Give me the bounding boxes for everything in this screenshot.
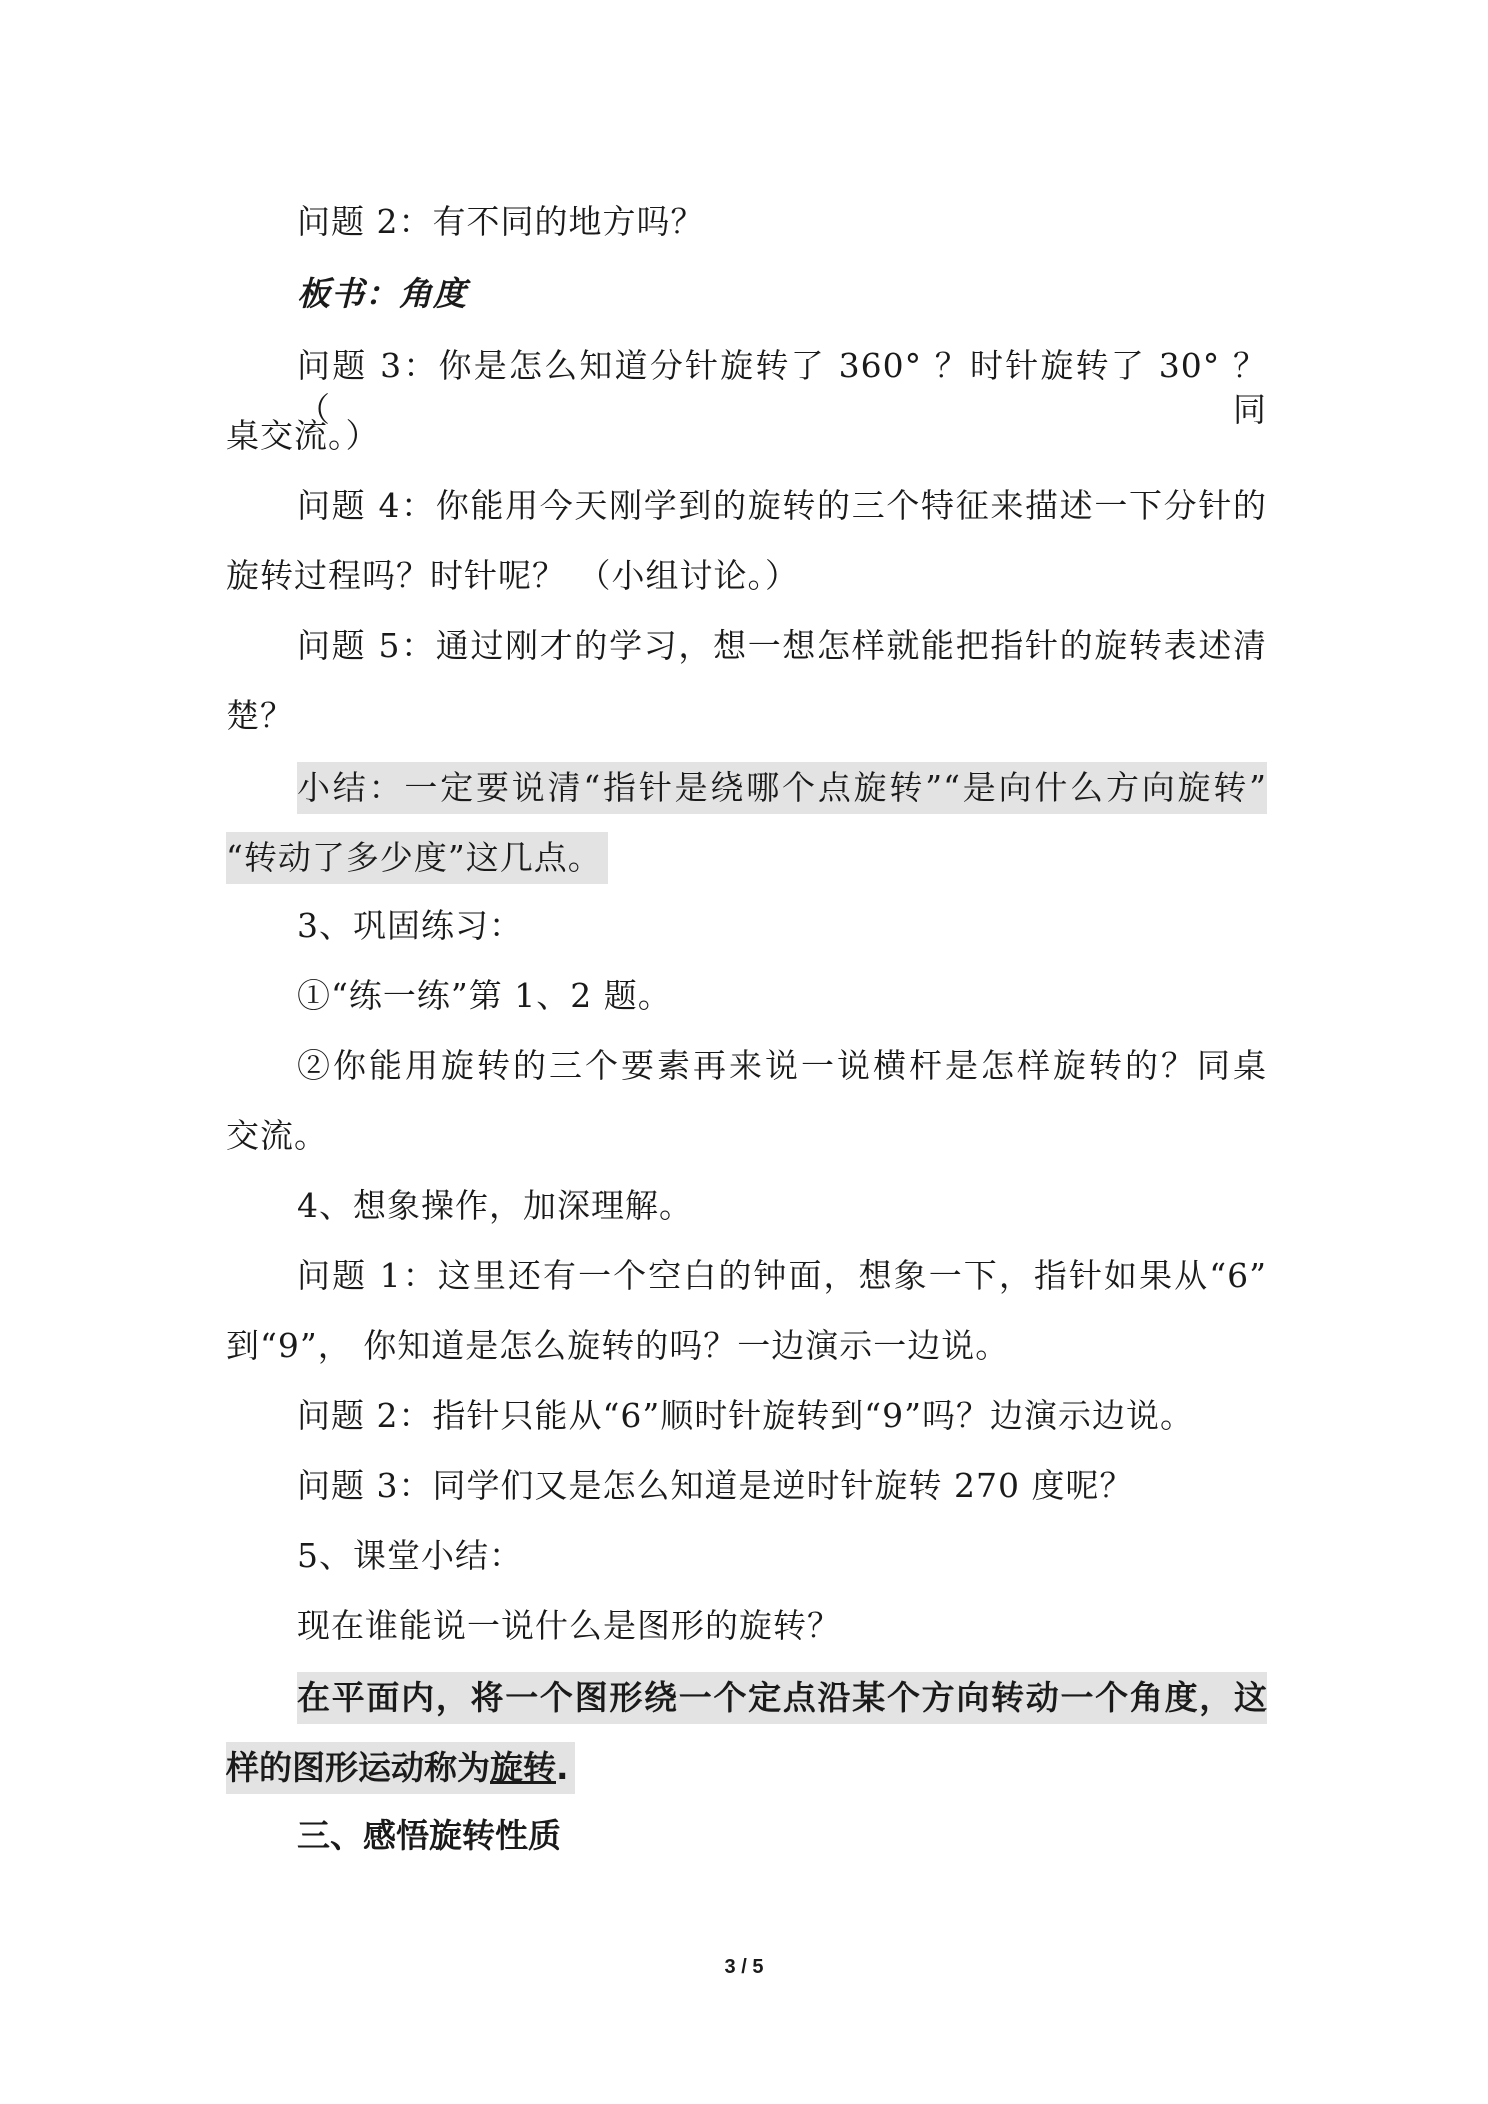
definition-term-rotation: 旋转 bbox=[490, 1748, 556, 1787]
section-three-heading: 三、感悟旋转性质 bbox=[297, 1816, 561, 1855]
summary-highlight-line2-wrap bbox=[226, 832, 646, 884]
section-class-summary: 5、课堂小结： bbox=[297, 1536, 523, 1575]
section-imagine: 4、想象操作，加深理解。 bbox=[297, 1186, 693, 1225]
definition-highlight-line2-bg bbox=[226, 1742, 575, 1794]
practice-item-2-line1: ②你能用旋转的三个要素再来说一说横杆是怎样旋转的？同桌 bbox=[297, 1046, 1267, 1085]
paragraph-question-2: 问题 2：有不同的地方吗？ bbox=[297, 202, 705, 241]
definition-highlight-line2 bbox=[226, 1742, 826, 1794]
blackboard-note: 板书：角度 bbox=[297, 274, 467, 313]
definition-text: 样的图形运动称为 bbox=[226, 1748, 490, 1787]
summary-highlight-line1: 小结：一定要说清“指针是绕哪个点旋转”“是向什么方向旋转” bbox=[297, 762, 1267, 814]
imagine-question-2: 问题 2：指针只能从“6”顺时针旋转到“9”吗？边演示边说。 bbox=[297, 1396, 1194, 1435]
paragraph-question-5-line2: 楚？ bbox=[226, 696, 294, 735]
imagine-question-1-line1: 问题 1：这里还有一个空白的钟面，想象一下，指针如果从“6” bbox=[297, 1256, 1267, 1295]
practice-item-1: ①“练一练”第 1、2 题。 bbox=[297, 976, 672, 1015]
paragraph-question-3-line2: 桌交流。） bbox=[226, 416, 380, 455]
class-summary-question: 现在谁能说一说什么是图形的旋转？ bbox=[297, 1606, 841, 1645]
definition-period: . bbox=[556, 1748, 569, 1787]
section-practice: 3、巩固练习： bbox=[297, 906, 523, 945]
practice-item-2-line2: 交流。 bbox=[226, 1116, 328, 1155]
paragraph-question-4-line2: 旋转过程吗？时针呢？ （小组讨论。） bbox=[226, 556, 799, 595]
imagine-question-1-line2: 到“9”， 你知道是怎么旋转的吗？一边演示一边说。 bbox=[226, 1326, 1010, 1365]
definition-highlight-line1: 在平面内，将一个图形绕一个定点沿某个方向转动一个角度，这 bbox=[297, 1672, 1267, 1724]
paragraph-question-4-line1: 问题 4：你能用今天刚学到的旋转的三个特征来描述一下分针的 bbox=[297, 486, 1267, 525]
imagine-question-3: 问题 3：同学们又是怎么知道是逆时针旋转 270 度呢？ bbox=[297, 1466, 1134, 1505]
page-number: 3 / 5 bbox=[724, 1956, 764, 1978]
paragraph-question-3-line1: 问题 3：你是怎么知道分针旋转了 360° ？时针旋转了 30° ？（同 bbox=[297, 346, 1267, 429]
summary-highlight-line2: “转动了多少度”这几点。 bbox=[226, 832, 608, 884]
paragraph-question-5-line1: 问题 5：通过刚才的学习，想一想怎样就能把指针的旋转表述清 bbox=[297, 626, 1267, 665]
